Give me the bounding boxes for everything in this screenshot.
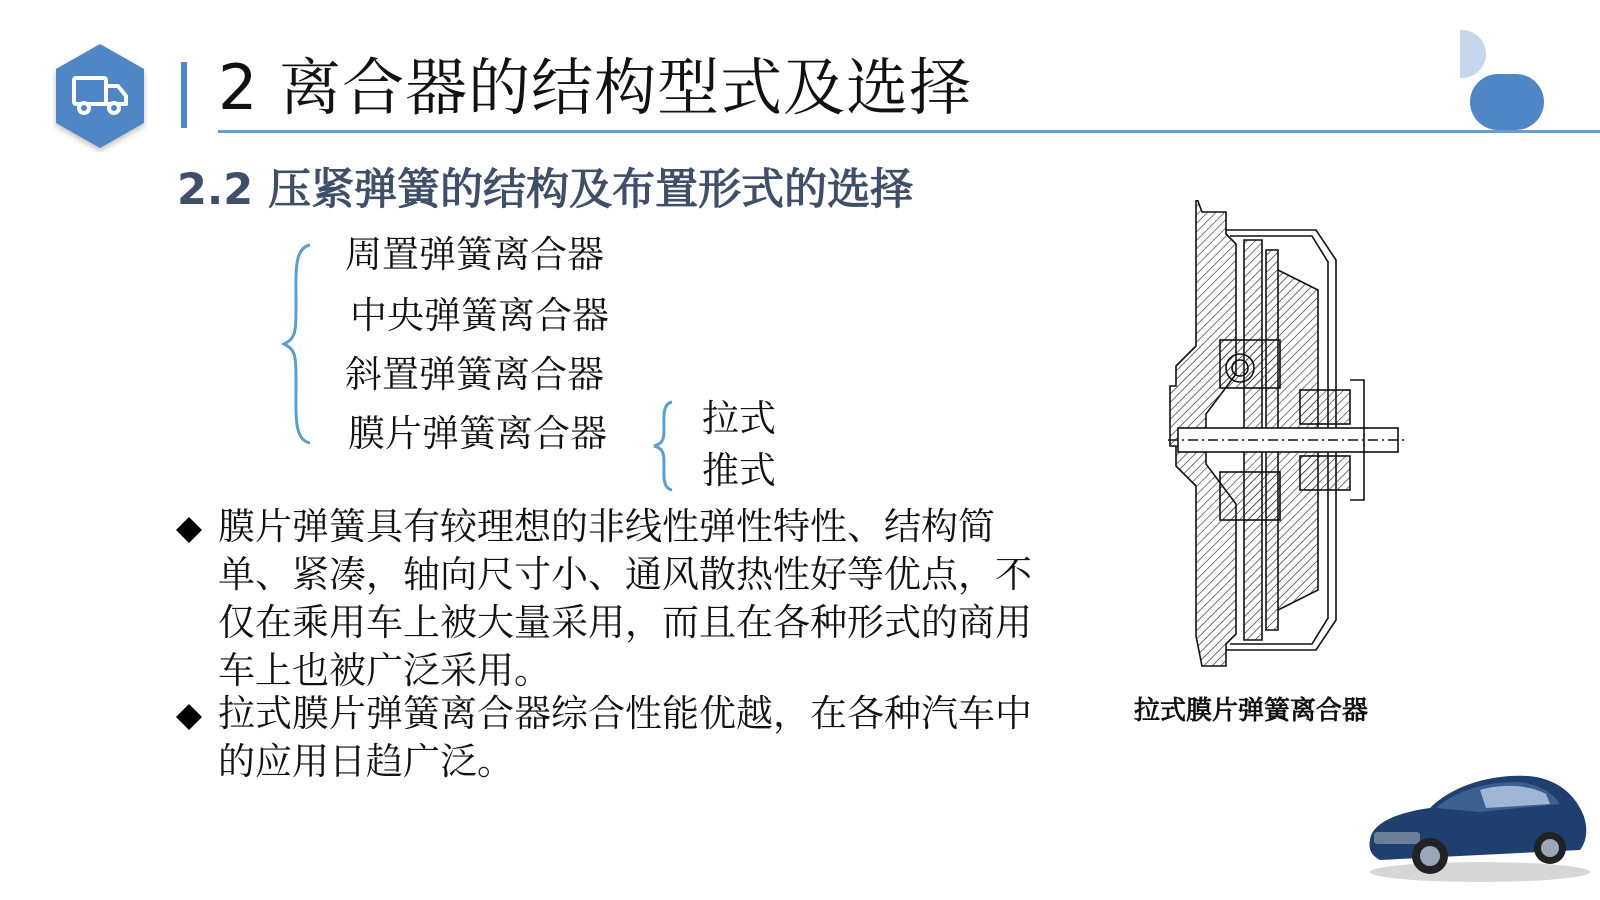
subtype-pull: 拉式 — [702, 397, 776, 440]
spring-type-peripheral: 周置弹簧离合器 — [345, 233, 604, 276]
bullet-item — [176, 690, 1056, 786]
spring-type-inclined: 斜置弹簧离合器 — [345, 353, 604, 396]
sub-brace-icon — [650, 400, 680, 492]
title-divider — [218, 130, 1600, 133]
bullet-text: 膜片弹簧具有较理想的非线性弹性特性、结构简单、紧凑，轴向尺寸小、通风散热性好等优点，不仅在乘用车上被大量采用，而且在各种形式的商用车上也被广泛采用。 — [218, 505, 1032, 692]
title-accent-bar — [181, 62, 187, 128]
car-image — [1360, 760, 1592, 885]
spring-type-central: 中央弹簧离合器 — [350, 294, 609, 337]
spring-type-diaphragm: 膜片弹簧离合器 — [348, 412, 607, 455]
bullet-text: 拉式膜片弹簧离合器综合性能优越，在各种汽车中的应用日趋广泛。 — [218, 692, 1032, 783]
left-brace-icon — [280, 242, 320, 447]
clutch-cross-section-drawing — [1160, 200, 1410, 680]
diamond-bullet-icon — [176, 704, 202, 730]
truck-icon-badge — [52, 40, 148, 152]
subtype-push: 推式 — [702, 449, 776, 492]
bullet-item — [176, 503, 1056, 695]
page-title: 2 离合器的结构型式及选择 — [218, 51, 973, 124]
diamond-bullet-icon — [176, 517, 202, 543]
corner-decoration — [1460, 26, 1590, 136]
section-subtitle: 2.2 压紧弹簧的结构及布置形式的选择 — [177, 165, 914, 215]
figure-caption: 拉式膜片弹簧离合器 — [1134, 696, 1369, 726]
